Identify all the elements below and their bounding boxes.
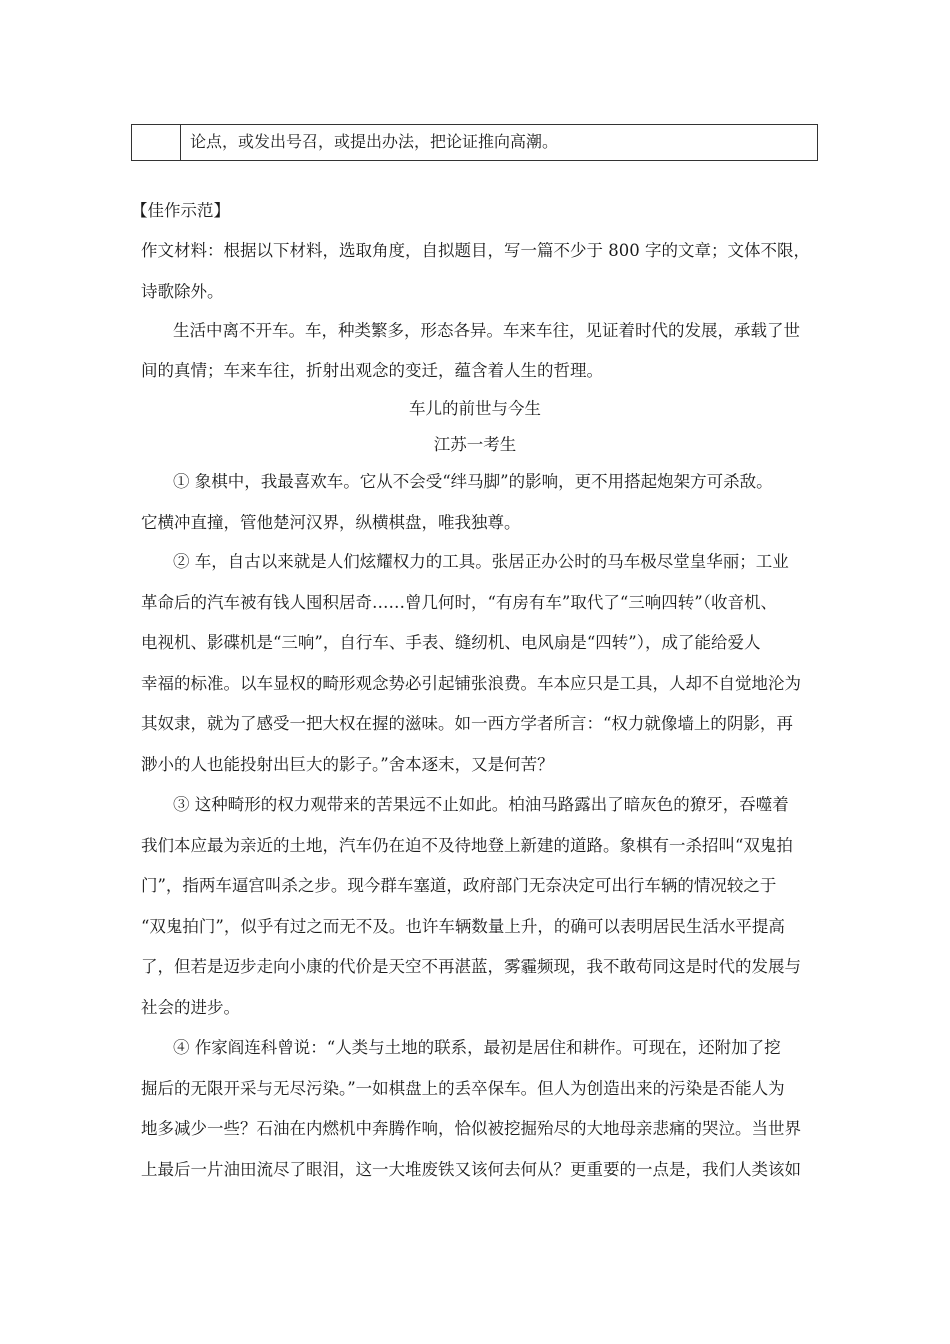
paragraph-line: 幸福的标准。以车显权的畸形观念势必引起铺张浪费。车本应只是工具，人却不自觉地沦为	[141, 674, 801, 693]
section-heading: 【佳作示范】	[131, 201, 230, 220]
table-cell-left	[132, 125, 181, 160]
table-cell-right: 论点，或发出号召，或提出办法，把论证推向高潮。	[190, 132, 559, 151]
prompt-line: 诗歌除外。	[141, 282, 224, 301]
paragraph-line: 社会的进步。	[141, 998, 240, 1017]
paragraph-line: 革命后的汽车被有钱人囤积居奇……曾几何时，“有房有车”取代了“三响四转”（收音机、	[141, 593, 777, 612]
paragraph-line: 了，但若是迈步走向小康的代价是天空不再湛蓝，雾霾频现，我不敢苟同这是时代的发展与	[141, 957, 801, 976]
paragraph-line: ② 车，自古以来就是人们炫耀权力的工具。张居正办公时的马车极尽堂皇华丽；工业	[173, 552, 789, 571]
paragraph-line: 电视机、影碟机是“三响”，自行车、手表、缝纫机、电风扇是“四转”），成了能给爱人	[141, 633, 761, 652]
material-line: 间的真情；车来车往，折射出观念的变迁，蕴含着人生的哲理。	[141, 361, 603, 380]
paragraph-line: ① 象棋中，我最喜欢车。它从不会受“绊马脚”的影响，更不用搭起炮架方可杀敌。	[173, 472, 773, 491]
paragraph-line: 其奴隶，就为了感受一把大权在握的滋味。如一西方学者所言：“权力就像墙上的阴影，再	[141, 714, 793, 733]
paragraph-line: 门”，指两车逼宫叫杀之步。现今群车塞道，政府部门无奈决定可出行车辆的情况较之于	[141, 876, 777, 895]
material-line: 生活中离不开车。车，种类繁多，形态各异。车来车往，见证着时代的发展，承载了世	[173, 321, 800, 340]
prompt-line: 作文材料：根据以下材料，选取角度，自拟题目，写一篇不少于 800 字的文章；文体不限，	[141, 241, 810, 260]
paragraph-line: “双鬼拍门”，似乎有过之而无不及。也许车辆数量上升，的确可以表明居民生活水平提高	[141, 917, 785, 936]
essay-author: 江苏一考生	[433, 435, 517, 454]
paragraph-line: 我们本应最为亲近的土地，汽车仍在迫不及待地登上新建的道路。象棋有一杀招叫“双鬼拍	[141, 836, 793, 855]
paragraph-line: 地多减少一些？石油在内燃机中奔腾作响，恰似被挖掘殆尽的大地母亲悲痛的哭泣。当世界	[141, 1119, 801, 1138]
paragraph-line: 渺小的人也能投射出巨大的影子。”舍本逐末，又是何苦？	[141, 755, 554, 774]
paragraph-line: 上最后一片油田流尽了眼泪，这一大堆废铁又该何去何从？更重要的一点是，我们人类该如	[141, 1160, 801, 1179]
paragraph-line: 掘后的无限开采与无尽污染。”一如棋盘上的丢卒保车。但人为创造出来的污染是否能人为	[141, 1079, 785, 1098]
paragraph-line: ④ 作家阎连科曾说：“人类与土地的联系，最初是居住和耕作。可现在，还附加了挖	[173, 1038, 781, 1057]
essay-title: 车儿的前世与今生	[409, 399, 541, 418]
paragraph-line: ③ 这种畸形的权力观带来的苦果远不止如此。柏油马路露出了暗灰色的獠牙，吞噬着	[173, 795, 789, 814]
table-fragment	[131, 124, 818, 161]
paragraph-line: 它横冲直撞，管他楚河汉界，纵横棋盘，唯我独尊。	[141, 513, 521, 532]
